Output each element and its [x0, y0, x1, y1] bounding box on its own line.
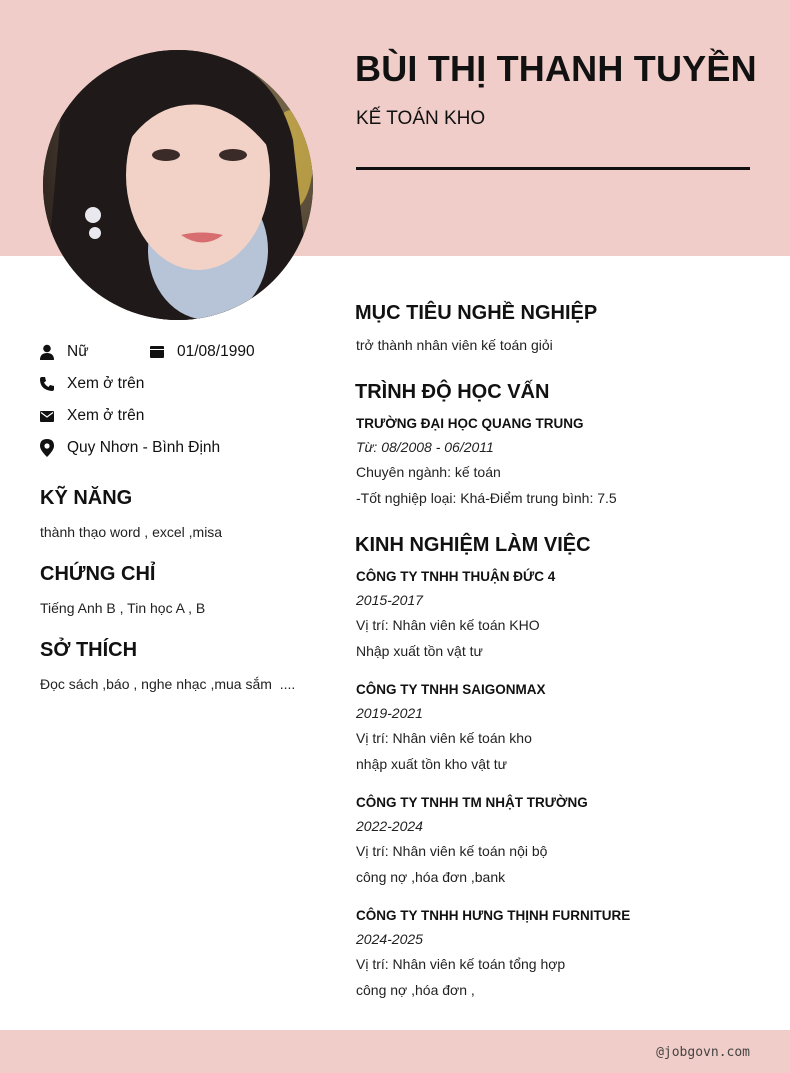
education-major: Chuyên ngành: kế toán: [356, 464, 501, 480]
job-title: KẾ TOÁN KHO: [356, 108, 486, 129]
calendar-icon: [150, 344, 164, 360]
job-period: 2019-2021: [356, 705, 423, 721]
job-duty: nhập xuất tồn kho vật tư: [356, 756, 508, 772]
profile-photo-illustration: [43, 50, 313, 320]
gender-row: [40, 343, 89, 361]
job-period: 2024-2025: [356, 931, 423, 947]
job-duty: công nợ ,hóa đơn ,bank: [356, 869, 506, 885]
mail-icon: [40, 408, 54, 424]
email-row: [40, 407, 144, 425]
job-position: Vị trí: Nhân viên kế toán nội bộ: [356, 843, 548, 859]
job-company: CÔNG TY TNHH SAIGONMAX: [356, 682, 546, 697]
objective-text: trở thành nhân viên kế toán giỏi: [356, 337, 553, 353]
header-divider: [356, 167, 750, 170]
address-value: Quy Nhơn - Bình Định: [67, 439, 221, 456]
birthdate-row: [150, 343, 255, 361]
birthdate-value: 01/08/1990: [177, 343, 255, 360]
profile-photo: [43, 50, 313, 320]
job-position: Vị trí: Nhân viên kế toán kho: [356, 730, 532, 746]
hobbies-text: Đọc sách ,báo , nghe nhạc ,mua sắm ....: [40, 676, 296, 692]
certificates-text: Tiếng Anh B , Tin học A , B: [40, 600, 206, 616]
skills-heading: KỸ NĂNG: [40, 487, 133, 509]
phone-value: Xem ở trên: [67, 375, 145, 392]
objective-heading: MỤC TIÊU NGHỀ NGHIỆP: [355, 302, 598, 324]
watermark-text: @jobgovn.com: [656, 1045, 750, 1060]
education-school: TRƯỜNG ĐẠI HỌC QUANG TRUNG: [356, 416, 584, 431]
job-duty: Nhập xuất tồn vật tư: [356, 643, 483, 659]
candidate-name: BÙI THỊ THANH TUYỀN: [355, 48, 757, 89]
experience-heading: KINH NGHIỆM LÀM VIỆC: [355, 534, 591, 556]
person-icon: [40, 344, 54, 360]
job-company: CÔNG TY TNHH TM NHẬT TRƯỜNG: [356, 795, 588, 810]
job-company: CÔNG TY TNHH THUẬN ĐỨC 4: [356, 569, 556, 584]
address-row: [40, 439, 220, 457]
gender-value: Nữ: [67, 343, 89, 360]
education-heading: TRÌNH ĐỘ HỌC VẤN: [355, 381, 550, 403]
certificates-heading: CHỨNG CHỈ: [40, 563, 156, 585]
education-period: Từ: 08/2008 - 06/2011: [356, 439, 494, 455]
phone-row: [40, 375, 144, 393]
job-duty: công nợ ,hóa đơn ,: [356, 982, 475, 998]
skills-text: thành thạo word , excel ,misa: [40, 524, 223, 540]
job-position: Vị trí: Nhân viên kế toán KHO: [356, 617, 540, 633]
hobbies-heading: SỞ THÍCH: [40, 639, 138, 661]
phone-icon: [40, 376, 54, 392]
job-position: Vị trí: Nhân viên kế toán tổng hợp: [356, 956, 566, 972]
email-value: Xem ở trên: [67, 407, 145, 424]
job-period: 2015-2017: [356, 592, 423, 608]
job-period: 2022-2024: [356, 818, 423, 834]
location-pin-icon: [40, 440, 54, 456]
job-company: CÔNG TY TNHH HƯNG THỊNH FURNITURE: [356, 908, 631, 923]
education-grade: -Tốt nghiệp loại: Khá-Điểm trung bình: 7.5: [356, 490, 617, 506]
